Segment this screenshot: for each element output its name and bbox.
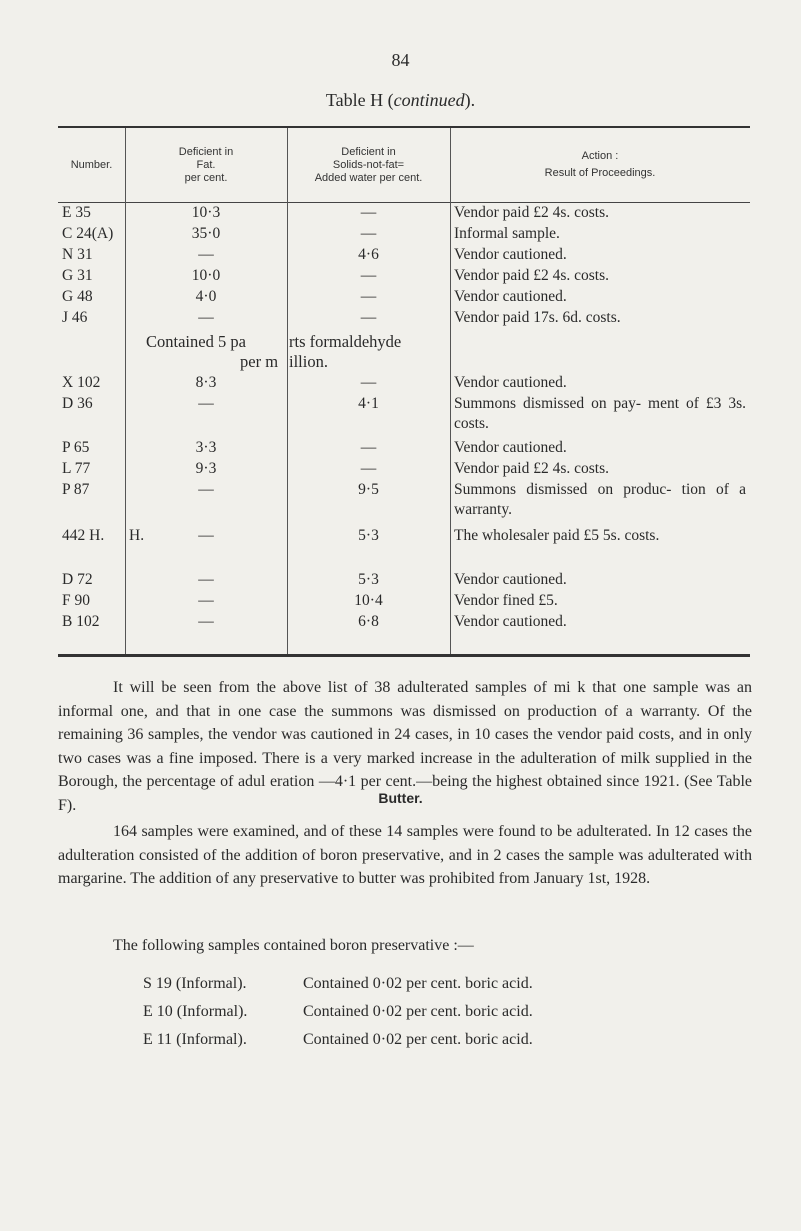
row-fat: —: [198, 481, 214, 498]
row-solids: 4·6: [358, 246, 379, 263]
header-solids-line: Added water per cent.: [314, 171, 423, 184]
row-fat: 9·3: [195, 460, 217, 477]
row-number: B 102: [62, 613, 100, 630]
row-fat: 10·3: [191, 204, 221, 221]
row-fat: 4·0: [195, 288, 217, 305]
table-title-prefix: Table H (: [325, 90, 394, 110]
header-fat-line: per cent.: [184, 171, 228, 184]
row-action: Vendor cautioned.: [454, 613, 567, 630]
header-fat-line: Deficient in: [178, 145, 234, 158]
boron-sample-label: E 11 (Informal).: [143, 1031, 247, 1048]
row-solids: —: [360, 204, 377, 221]
row-fat: —: [198, 309, 214, 326]
column-divider: [450, 128, 451, 654]
row-fat: —: [198, 395, 214, 412]
row-solids: —: [360, 225, 377, 242]
row-fat: —: [198, 613, 214, 630]
table-bottom-rule: [58, 654, 750, 657]
header-solids-line: Solids-not-fat=: [332, 158, 405, 171]
boron-sample-result: Contained 0·02 per cent. boric acid.: [303, 975, 533, 992]
header-number: [58, 128, 125, 202]
milk-summary-text: It will be seen from the above list of 38 adulterated samples of mi k that one sample was an informal one, and that in one case the summons was dismissed on production of a warranty. Of the remaining 36 samples, the vendor was cautioned in 24 cases, in 10 cases the vendor paid costs, and in only two cases was a fine imposed. There is a very marked increase in the adulteration of milk supplied in the Borough, the percentage of adul eration —4·1 per cent.—being the highest obtained since 1921. (See Table F).: [58, 679, 752, 814]
table-title-suffix: ).: [464, 90, 476, 110]
row-action: Vendor paid 17s. 6d. costs.: [454, 309, 621, 326]
row-solids: 9·5: [358, 481, 379, 498]
boron-sample-label: S 19 (Informal).: [143, 975, 247, 992]
formaldehyde-note-line1-left: Contained 5 pa: [146, 332, 246, 351]
boron-sample-item: [143, 1031, 533, 1049]
row-number: D 72: [62, 571, 93, 588]
formaldehyde-note-line2-left: per m: [240, 352, 279, 371]
boron-intro-paragraph: [113, 934, 753, 958]
row-solids: 4·1: [358, 395, 379, 412]
row-action: Vendor paid £2 4s. costs.: [454, 204, 609, 221]
row-fat: —: [198, 527, 214, 544]
table-title-italic: continued: [393, 90, 465, 110]
boron-sample-result: Contained 0·02 per cent. boric acid.: [303, 1031, 533, 1048]
prosecutions-table: [58, 126, 750, 658]
header-action-line: Action :: [581, 150, 619, 162]
header-action-line: Result of Proceedings.: [544, 167, 656, 179]
row-solids: 5·3: [358, 527, 379, 544]
boron-intro-text: The following samples contained boron preservative :—: [113, 937, 474, 954]
row-solids: 6·8: [358, 613, 379, 630]
row-solids: —: [360, 309, 377, 326]
formaldehyde-note-line2-right: illion.: [289, 352, 328, 371]
row-solids: 10·4: [354, 592, 383, 609]
row-fat: —: [198, 592, 214, 609]
header-fat-line: Fat.: [196, 158, 216, 171]
table-title: [0, 90, 801, 111]
row-solids: —: [360, 460, 377, 477]
row-solids: —: [360, 267, 377, 284]
row-action: Vendor cautioned.: [454, 288, 567, 305]
row-fat: —: [198, 571, 214, 588]
row-number: P 65: [62, 439, 90, 456]
formaldehyde-note-line1-right: rts formaldehyde: [289, 332, 402, 351]
page-number: 84: [391, 50, 410, 70]
row-action: Summons dismissed on produc- tion of a warranty.: [454, 481, 746, 518]
stray-h-mark: H.: [129, 527, 145, 544]
row-fat: 35·0: [191, 225, 221, 242]
row-action: The wholesaler paid £5 5s. costs.: [454, 527, 660, 544]
header-solids: [287, 128, 450, 202]
boron-sample-result: Contained 0·02 per cent. boric acid.: [303, 1003, 533, 1020]
row-action: Vendor paid £2 4s. costs.: [454, 267, 609, 284]
row-solids: 5·3: [358, 571, 379, 588]
row-solids: —: [360, 374, 377, 391]
header-solids-line: Deficient in: [341, 145, 396, 158]
boron-sample-label: E 10 (Informal).: [143, 1003, 248, 1020]
row-action: Vendor cautioned.: [454, 439, 567, 456]
row-number: X 102: [62, 374, 101, 391]
row-fat: 8·3: [195, 374, 217, 391]
row-fat: 3·3: [195, 439, 217, 456]
header-fat: [125, 128, 287, 202]
row-fat: —: [198, 246, 214, 263]
boron-sample-item: [143, 975, 533, 993]
row-number: E 35: [62, 204, 91, 221]
row-fat: 10·0: [191, 267, 221, 284]
row-number: F 90: [62, 592, 90, 609]
row-number: P 87: [62, 481, 90, 498]
row-number: J 46: [62, 309, 88, 326]
boron-sample-item: [143, 1003, 533, 1021]
butter-paragraph: [58, 820, 752, 891]
row-action: Vendor cautioned.: [454, 571, 567, 588]
header-action: [450, 128, 750, 202]
row-number: D 36: [62, 395, 93, 412]
row-action: Vendor paid £2 4s. costs.: [454, 460, 609, 477]
row-solids: —: [360, 288, 377, 305]
row-solids: —: [360, 439, 377, 456]
butter-text: 164 samples were examined, and of these 14 samples were found to be adulterated. In 12 cases the adulteration consisted of the addition of boron preservative, and in 2 cases the sample was adulterated with margarine. The addition of any preservative to butter was prohibited from January 1st, 1928.: [58, 823, 752, 887]
row-action: Informal sample.: [454, 225, 560, 242]
row-action: Vendor cautioned.: [454, 374, 567, 391]
row-number: G 48: [62, 288, 93, 305]
row-number: L 77: [62, 460, 91, 477]
row-number: 442 H.: [62, 527, 105, 544]
row-action: Summons dismissed on pay- ment of £3 3s. costs.: [454, 395, 746, 432]
butter-heading: Butter.: [378, 790, 423, 806]
row-number: G 31: [62, 267, 93, 284]
header-number-label: Number.: [70, 158, 113, 171]
row-number: C 24(A): [62, 225, 114, 242]
row-action: Vendor cautioned.: [454, 246, 567, 263]
row-action: Vendor fined £5.: [454, 592, 558, 609]
row-number: N 31: [62, 246, 93, 263]
